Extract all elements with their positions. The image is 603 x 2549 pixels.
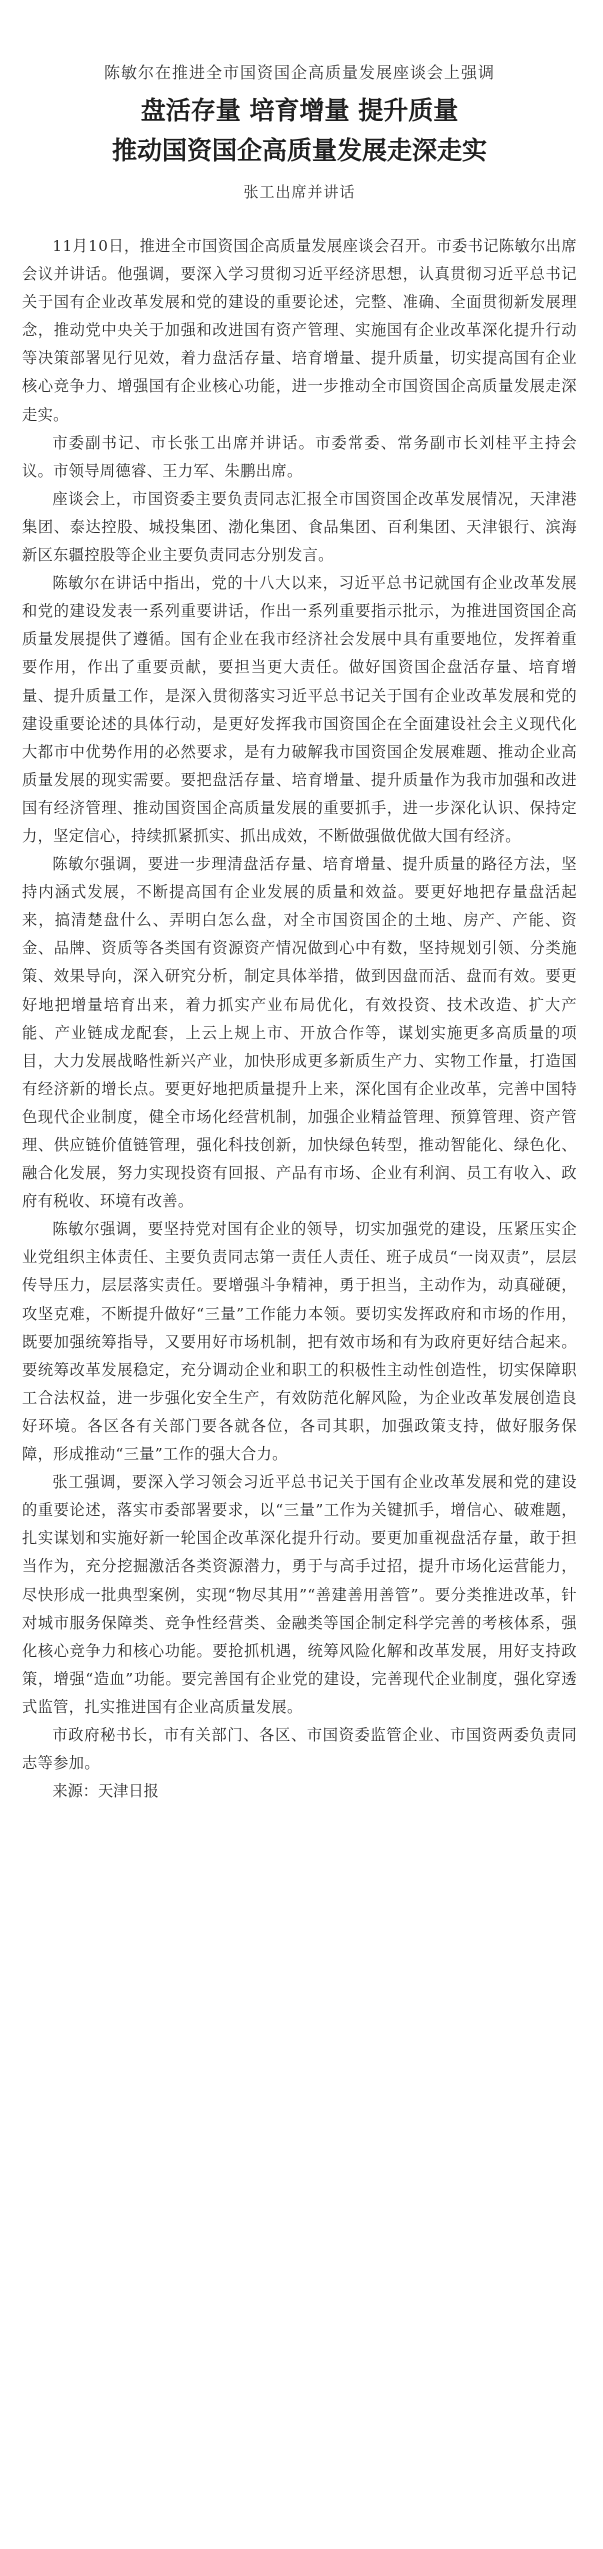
paragraph: 陈敏尔在讲话中指出，党的十八大以来，习近平总书记就国有企业改革发展和党的建设发表一系列重要讲话，作出一系列重要指示批示，为推进国资国企高质量发展提供了遵循。国有企业在我市经济社会发展中具有重要地位，发挥着重要作用，作出了重要贡献，要担当更大责任。做好国资国企盘活存量、培育增量、提升质量工作，是深入贯彻落实习近平总书记关于国有企业改革发展和党的建设重要论述的具体行动，是更好发挥我市国资国企在全面建设社会主义现代化大都市中优势作用的必然要求，是有力破解我市国资国企发展难题、推动企业高质量发展的现实需要。要把盘活存量、培育增量、提升质量作为我市加强和改进国有经济管理、推动国资国企高质量发展的重要抓手，进一步深化认识、保持定力，坚定信心，持续抓紧抓实、抓出成效，不断做强做优做大国有经济。 <box>22 574 577 845</box>
paragraph: 市委副书记、市长张工出席并讲话。市委常委、常务副市长刘桂平主持会议。市领导周德睿、王力军、朱鹏出席。 <box>22 433 577 480</box>
paragraph: 陈敏尔强调，要坚持党对国有企业的领导，切实加强党的建设，压紧压实企业党组织主体责任、主要负责同志第一责任人责任、班子成员“一岗双责”，层层传导压力，层层落实责任。要增强斗争精神，勇于担当，主动作为，动真碰硬，攻坚克难，不断提升做好“三量”工作能力本领。要切实发挥政府和市场的作用，既要加强统筹指导，又要用好市场机制，把有效市场和有为政府更好结合起来。要统筹改革发展稳定，充分调动企业和职工的积极性主动性创造性，切实保障职工合法权益，进一步强化安全生产，有效防范化解风险，为企业改革发展创造良好环境。各区各有关部门要各就各位，各司其职，加强政策支持，做好服务保障，形成推动“三量”工作的强大合力。 <box>22 1220 577 1464</box>
article-title <box>22 91 577 171</box>
paragraph: 张工强调，要深入学习领会习近平总书记关于国有企业改革发展和党的建设的重要论述，落实市委部署要求，以“三量”工作为关键抓手，增信心、破难题，扎实谋划和实施好新一轮国企改革深化提升行动。要更加重视盘活存量，敢于担当作为，充分挖掘激活各类资源潜力，勇于与高手过招，提升市场化运营能力，尽快形成一批典型案例，实现“物尽其用”“善建善用善管”。要分类推进改革，针对城市服务保障类、竞争性经营类、金融类等国企制定科学完善的考核体系，强化核心竞争力和核心功能。要抢抓机遇，统筹风险化解和改革发展，用好支持政策，增强“造血”功能。要完善国有企业党的建设，完善现代企业制度，强化穿透式监管，扎实推进国有企业高质量发展。 <box>22 1473 577 1716</box>
article-body <box>22 232 577 1805</box>
article-source: 来源：天津日报 <box>52 1782 159 1801</box>
article-kicker: 陈敏尔在推进全市国资国企高质量发展座谈会上强调 <box>103 63 495 82</box>
title-line-2: 推动国资国企高质量发展走深走实 <box>111 136 487 165</box>
paragraph: 11月10日，推进全市国资国企高质量发展座谈会召开。市委书记陈敏尔出席会议并讲话。他强调，要深入学习贯彻习近平经济思想，认真贯彻习近平总书记关于国有企业改革发展和党的建设的重要论述，完整、准确、全面贯彻新发展理念，推动党中央关于加强和改进国有资产管理、实施国有企业改革深化提升行动等决策部署见行见效，着力盘活存量、培育增量、提升质量，切实提高国有企业核心竞争力、增强国有企业核心功能，进一步推动全市国资国企高质量发展走深走实。 <box>22 237 577 424</box>
article-subtitle: 张工出席并讲话 <box>243 183 356 201</box>
article <box>0 60 603 1805</box>
paragraph: 座谈会上，市国资委主要负责同志汇报全市国资国企改革发展情况，天津港集团、泰达控股、城投集团、渤化集团、食品集团、百利集团、天津银行、滨海新区东疆控股等企业主要负责同志分别发言。 <box>22 489 577 565</box>
paragraph: 陈敏尔强调，要进一步理清盘活存量、培育增量、提升质量的路径方法，坚持内涵式发展，不断提高国有企业发展的质量和效益。要更好地把存量盘活起来，搞清楚盘什么、弄明白怎么盘，对全市国资国企的土地、房产、产能、资金、品牌、资质等各类国有资源资产情况做到心中有数，坚持规划引领、分类施策、效果导向，深入研究分析，制定具体举措，做到因盘而活、盘而有效。要更好地把增量培育出来，着力抓实产业布局优化，有效投资、技术改造、扩大产能、产业链成龙配套，上云上规上市、开放合作等，谋划实施更多高质量的项目，大力发展战略性新兴产业，加快形成更多新质生产力、实物工作量，打造国有经济新的增长点。要更好地把质量提升上来，深化国有企业改革，完善中国特色现代企业制度，健全市场化经营机制，加强企业精益管理、预算管理、资产管理、供应链价值链管理，强化科技创新，加快绿色转型，推动智能化、绿色化、融合化发展，努力实现投资有回报、产品有市场、企业有利润、员工有收入、政府有税收、环境有改善。 <box>22 855 577 1211</box>
paragraph: 市政府秘书长，市有关部门、各区、市国资委监管企业、市国资两委负责同志等参加。 <box>22 1725 577 1773</box>
title-line-1: 盘活存量 培育增量 提升质量 <box>140 96 459 125</box>
